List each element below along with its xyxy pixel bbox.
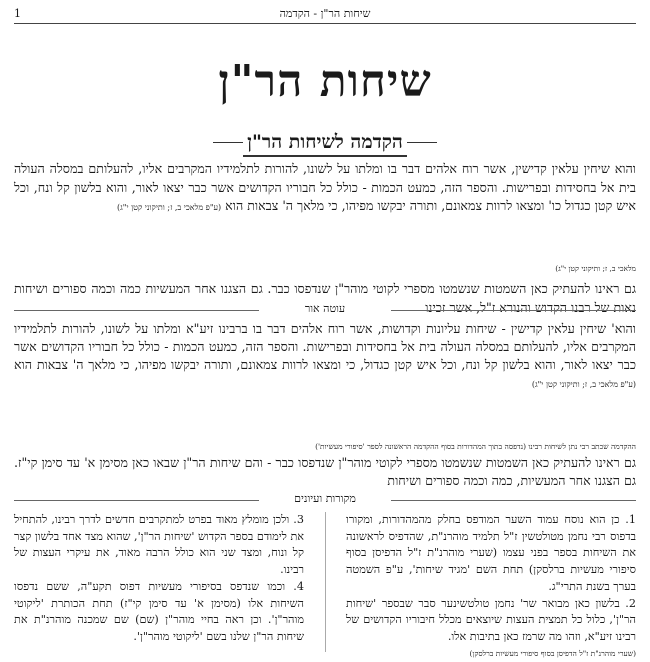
notes-column-right — [346, 512, 636, 662]
divider-line-left — [14, 310, 259, 311]
sources-divider-label: מקורות ועיונים — [294, 492, 356, 505]
divider-line-left — [14, 500, 259, 501]
intro-text: והוא שיחין עלאין קדישין, אשר רוח אלהים דבר בו ומלתו על לשונו, להורות לתלמידיו המקרבים אליו, להעלותם במסלה העולה בית אל בחסידות ובפרישות. והספר הזה, כמעט הכמות - כולל כל חבוריו הקדושים אשר כבר יצאו לאור, והוא בלשון קל ונח, וכל איש קטן כגדול כו' ומצאו לרוות צמאונם, ותורה יבקשו מפיהו, כי מלאך ה' צבאות הוא — [14, 161, 636, 213]
note-item: 2. בלשון כאן מבואר שר' נחמן טולטשינער סבר שבספר 'שיחות הר"ן', כלול כל תמצית העצות שיוצאים מכלל חיבוריו הקדושים של רבינו זיע"א, וזהו מה שרמז כאן בתיבות אלו. — [346, 596, 636, 643]
sources-divider — [14, 493, 636, 507]
book-title: שיחות הר"ן — [218, 56, 432, 107]
column-rule — [325, 512, 326, 652]
page-number: 1 — [14, 7, 21, 20]
notes-column-left — [14, 512, 304, 646]
intro-paragraph-2: גם ראינו להעתיק כאן השמטות שנשמטו מספרי לקוטי מוהר"ן שנדפסו כבר. גם הצגנו אחר המעשיות כמה וכמה ספורים ושיחות נאות של רבנו הקדוש והנורא ז"ל, אשר זכינו — [14, 281, 636, 315]
note-item: 4. וכמו שנדפס בסיפורי מעשיות דפוס תקע"ה, ששם נדפסו השיחות אלו (מסימן א' עד סימן קי"ז) תחת הכותרת 'ליקוטי מוהר"ן'. וכן ראה בחיי מוהר"ן (שם) שם שמכנה מוהרנ"ת את שיחות הר"ן שלנו בשם 'ליקוטי מוהר"ן'. — [14, 579, 304, 643]
commentary-paragraph-2: גם ראינו להעתיק כאן השמטות שנשמטו מספרי לקוטי מוהר"ן שנדפסו כבר - והם שיחות הר"ן שבאו כאן מסימן א' עד סימן קי"ז. גם הצגנו אחר המעשיות, כמה וכמה ספורים ושיחות — [14, 455, 636, 488]
header-rule — [14, 23, 636, 24]
section-subtitle: הקדמה לשיחות הר"ן — [243, 130, 407, 157]
intro-paragraph — [14, 160, 636, 218]
subtitle-wrap — [0, 130, 650, 157]
commentary-note: ההקדמה שכתב רבי נתן לשיחות רבינו (נדפסה בתוך המהדורות בסוף ההקדמה הראשונה לספר 'סיפורי מעשיות') — [315, 442, 636, 451]
note-item: 3. ולכן מומלץ מאוד בפרט למתקרבים חדשים לדרך רבינו, להתחיל את לימודם בספר הקדוש 'שיחות הר"ן', שהוא מצד אחד בלשון קצר קל ונוח, ומצד שני הוא כולל הרבה מאוד, את עיקרי העצות של רבינו. — [14, 513, 304, 577]
intro-source-line: מלאכי ב, ז; ותיקוני קטן י"ג) — [555, 264, 636, 273]
commentary-paragraph — [14, 320, 636, 394]
running-header — [0, 7, 650, 21]
intro-source: (ע"פ מלאכי ב, ז; ותיקוני קטן י"ג) — [117, 203, 222, 212]
note-item: 1. כן הוא נוסח עמוד השער המודפס בחלק מהמהדורות, ומקורו בדפוס רבי נחמן מטולטשין ז"ל תלמיד מוהרנ"ת, שהדפיס לראשונה את השיחות בספר בפני עצמו (שערי מוהרנ"ת ז"ל הדפיסן בסוף סיפורי מעשיות ברלסקן) תחת השם 'מגיד שיחות', ע"פ השמטה בערך בשנת התרי"ג. — [346, 513, 636, 593]
commentary-divider — [14, 303, 636, 317]
commentary-text: והוא' שיחין עלאין קדישין - שיחות עליונות וקדושות, אשר רוח אלהים דבר בו ברבינו זיע"א ומלתו על לשונו, להורות לתלמידיו המקרבים אליו, להעלותם במסלה העולה בית אל בחסידות ובפרישות. והספר הזה, כמעט הכמות - כולל כל חבוריו הקדושים אשר כבר יצאו לאור, והוא בלשון קל ונח, וכל איש קטן כגדול, כי ומצאו לרוות צמאונם, ותורה יבקשו מפיהו, כי מלאך ה' צבאות הוא — [14, 321, 636, 372]
running-title: שיחות הר"ן - הקדמה — [279, 7, 371, 20]
commentary-divider-label: עוטה אור — [304, 302, 346, 315]
commentary-source: (ע"פ מלאכי ב, ז; ותיקוני קטן י"ג) — [531, 380, 636, 389]
note-item-small: (שערי מוהרנ"ת ז"ל הדפיסן בסוף סיפורי מעשיות ברלסקן) — [469, 648, 636, 658]
